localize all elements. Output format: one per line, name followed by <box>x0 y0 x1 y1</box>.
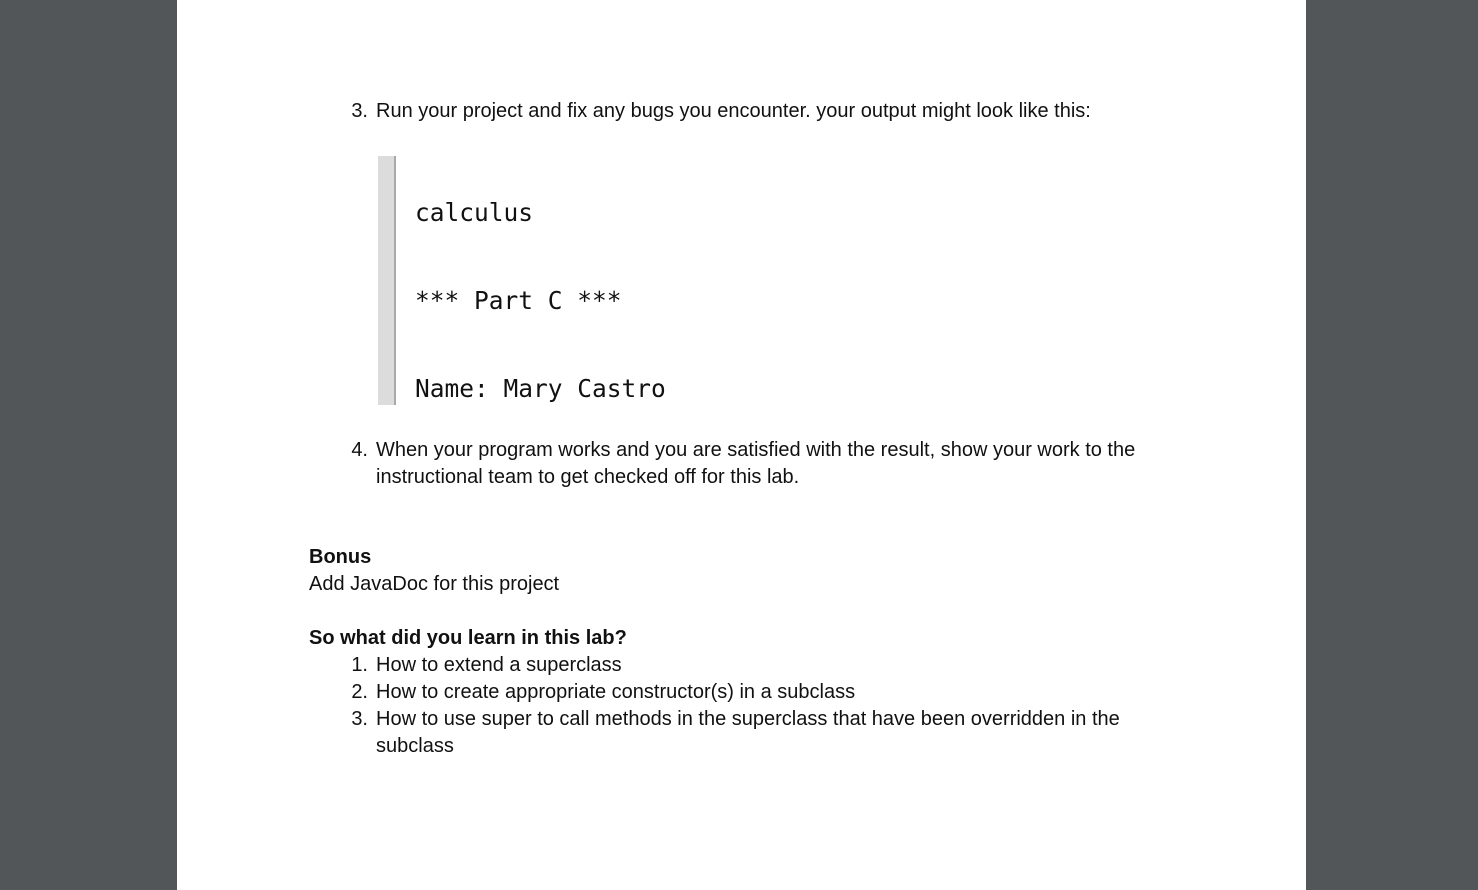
list-item <box>342 679 1172 706</box>
step-3 <box>342 98 1242 125</box>
list-text: How to extend a superclass <box>376 654 622 676</box>
step-4 <box>342 437 1182 491</box>
step-number: 3. <box>351 100 368 122</box>
list-item <box>342 652 1172 679</box>
code-block-bar-edge <box>394 156 396 405</box>
list-number: 2. <box>351 681 368 703</box>
console-line: Name: Mary Castro <box>415 374 666 404</box>
console-line: *** Part C *** <box>415 286 622 316</box>
bonus-heading: Bonus <box>309 546 372 568</box>
console-output-block <box>378 156 1098 405</box>
list-text: How to create appropriate constructor(s) in a subclass <box>376 681 856 703</box>
step-number: 4. <box>351 439 368 461</box>
list-item <box>342 706 1172 760</box>
learned-list <box>342 652 1172 760</box>
step-text: When your program works and you are satisfied with the result, show your work to the instructional team to get checked off for this lab. <box>376 439 1136 488</box>
list-number: 1. <box>351 654 368 676</box>
console-line: calculus <box>415 197 534 227</box>
list-number: 3. <box>351 708 368 730</box>
list-text: How to use super to call methods in the superclass that have been overridden in the subclass <box>376 708 1120 757</box>
step-text: Run your project and fix any bugs you encounter. your output might look like this: <box>376 100 1091 122</box>
learned-heading: So what did you learn in this lab? <box>309 627 627 649</box>
document-page <box>177 0 1306 890</box>
bonus-text: Add JavaDoc for this project <box>309 573 560 595</box>
console-output <box>415 156 1005 405</box>
